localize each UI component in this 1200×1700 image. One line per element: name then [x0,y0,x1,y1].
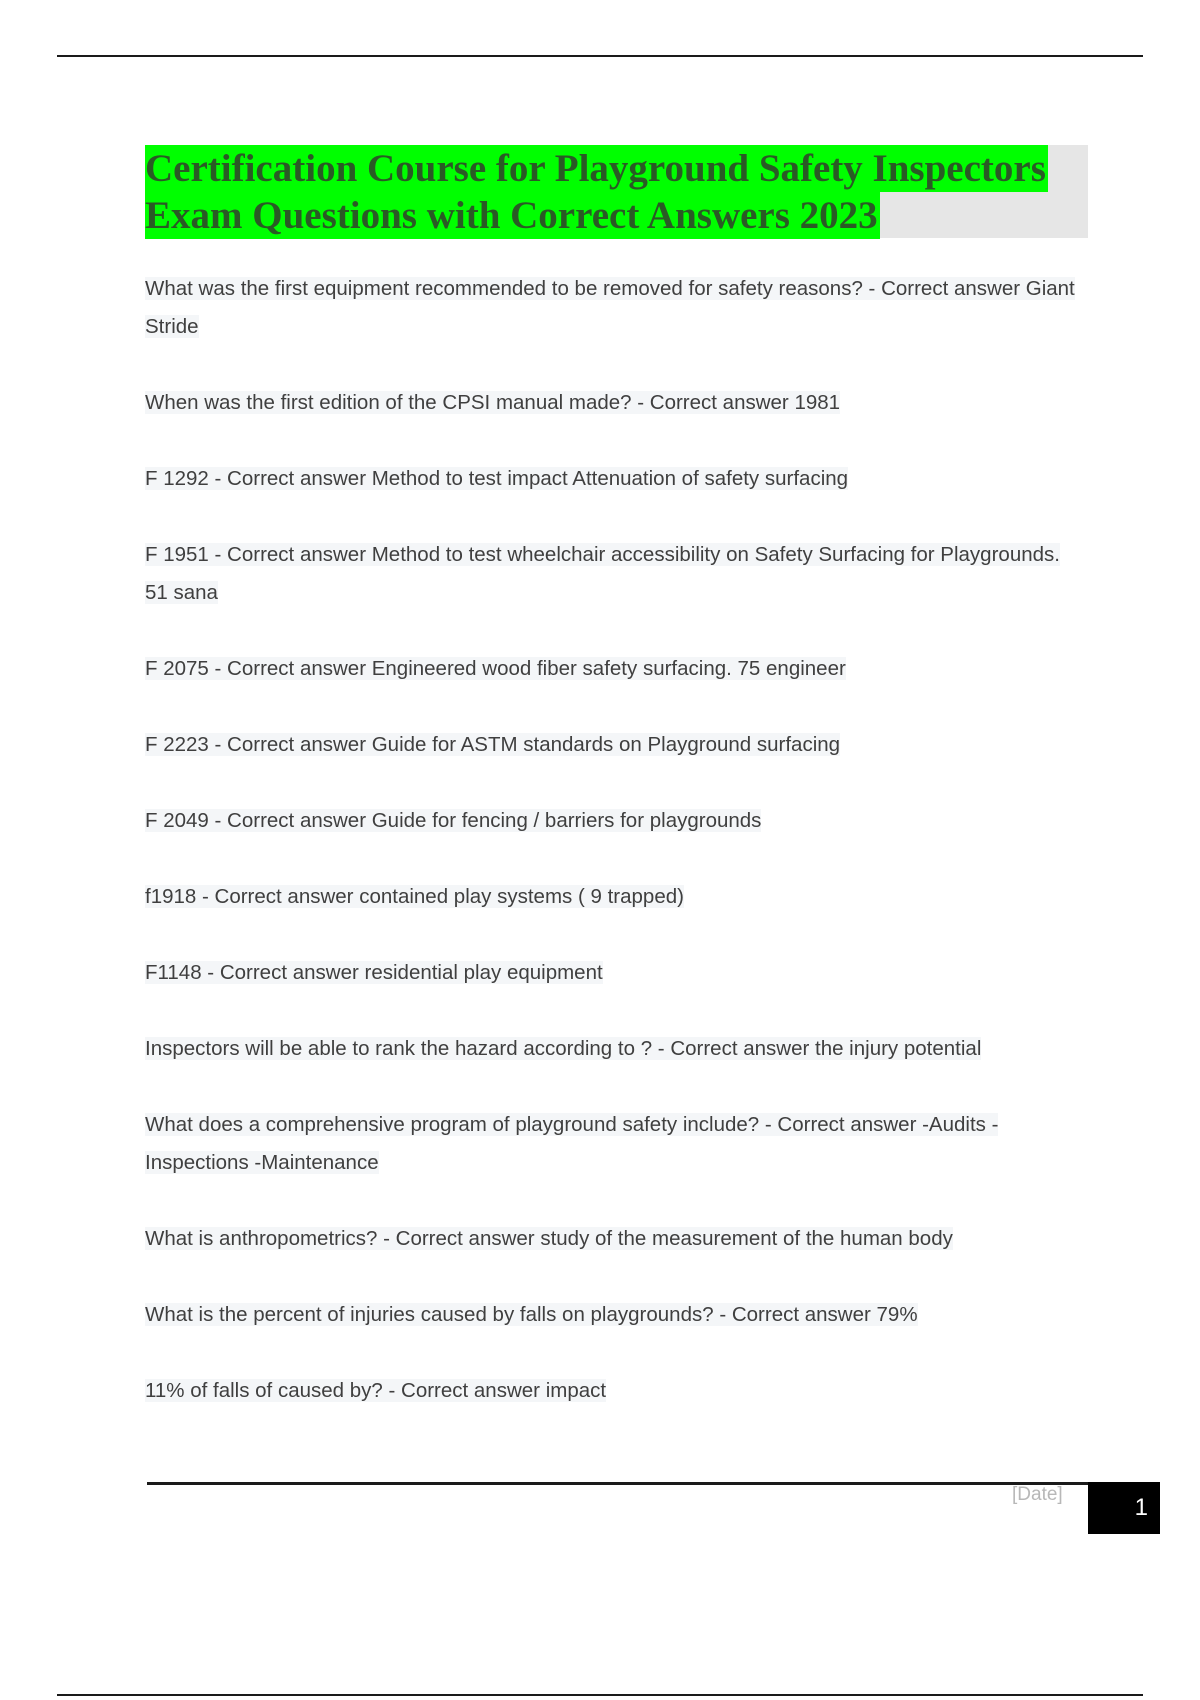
qa-item [145,1106,1080,1182]
qa-item [145,384,1080,422]
qa-item [145,878,1080,916]
qa-item [145,1030,1080,1068]
qa-item [145,270,1080,346]
document-title-line-2: Exam Questions with Correct Answers 2023 [145,194,878,237]
qa-item-text: When was the first edition of the CPSI manual made? - Correct answer 1981 [145,391,841,414]
qa-item-text: f1918 - Correct answer contained play systems ( 9 trapped) [145,885,684,908]
qa-item-text: F1148 - Correct answer residential play equipment [145,961,603,984]
qa-item-text: What is anthropometrics? - Correct answer study of the measurement of the human body [145,1227,953,1250]
footer-date-placeholder: [Date] [1012,1484,1063,1505]
header-rule [57,55,1143,57]
document-title-line-1: Certification Course for Playground Safety Inspectors [145,147,1046,190]
qa-item [145,1296,1080,1334]
qa-item-text: F 1292 - Correct answer Method to test impact Attenuation of safety surfacing [145,467,849,490]
qa-item-text: F 2075 - Correct answer Engineered wood fiber safety surfacing. 75 engineer [145,657,846,680]
page-number-box [1088,1482,1160,1534]
qa-item-text: Inspectors will be able to rank the hazard according to ? - Correct answer the injury potential [145,1037,982,1060]
question-answer-list [145,270,1080,1448]
qa-item [145,536,1080,612]
bottom-rule [57,1694,1143,1696]
qa-item [145,1220,1080,1258]
qa-item [145,1372,1080,1410]
qa-item [145,460,1080,498]
qa-item [145,726,1080,764]
qa-item [145,954,1080,992]
qa-item-text: 11% of falls of caused by? - Correct answer impact [145,1379,607,1402]
qa-item-text: What does a comprehensive program of playground safety include? - Correct answer -Audits -Inspections -Maintenance [145,1113,999,1174]
qa-item-text: What is the percent of injuries caused by falls on playgrounds? - Correct answer 79% [145,1303,918,1326]
qa-item [145,650,1080,688]
qa-item [145,802,1080,840]
qa-item-text: What was the first equipment recommended to be removed for safety reasons? - Correct answer Giant Stride [145,277,1075,338]
footer-rule [147,1482,1159,1485]
qa-item-text: F 2049 - Correct answer Guide for fencing / barriers for playgrounds [145,809,762,832]
qa-item-text: F 1951 - Correct answer Method to test wheelchair accessibility on Safety Surfacing for Playgrounds. 51 sana [145,543,1060,604]
qa-item-text: F 2223 - Correct answer Guide for ASTM standards on Playground surfacing [145,733,841,756]
page-number: 1 [1134,1494,1148,1521]
